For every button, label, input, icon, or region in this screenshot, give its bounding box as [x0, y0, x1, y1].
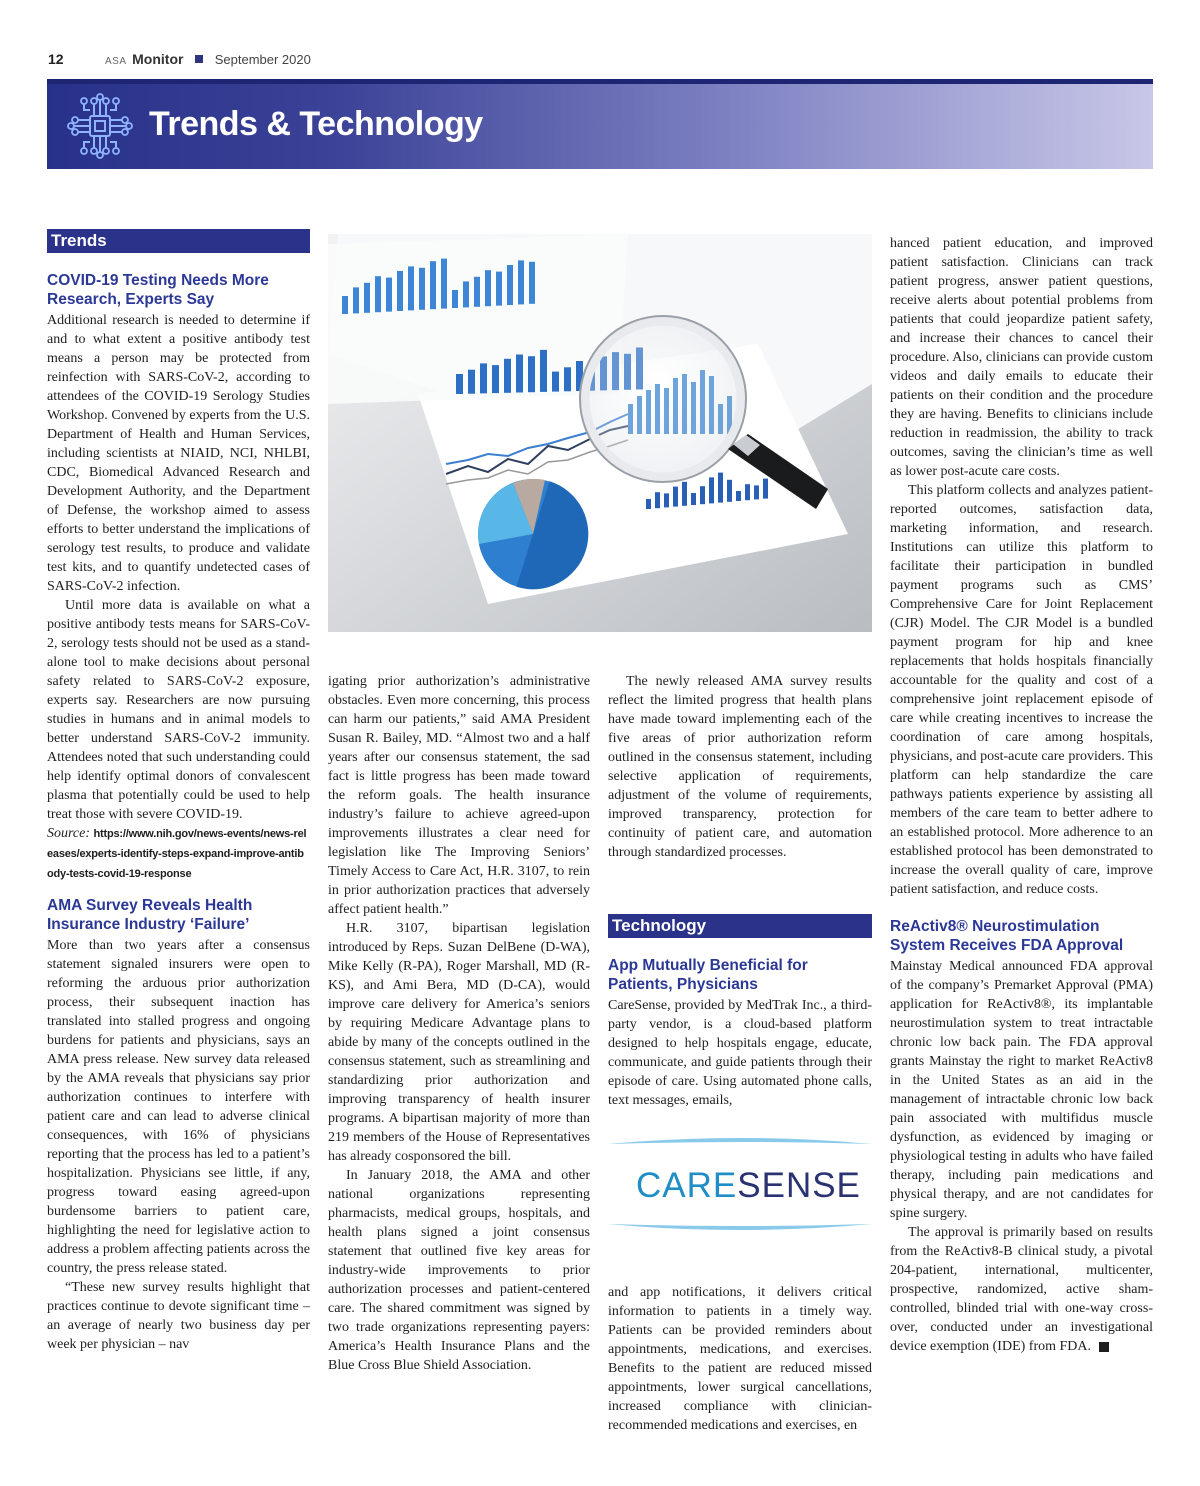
photo-bar [386, 278, 392, 312]
photo-bar [452, 290, 458, 308]
publication-masthead [105, 51, 311, 67]
publication-name: Monitor [132, 51, 184, 67]
reactiv8-paragraph-2 [890, 1223, 1153, 1356]
photo-bar [516, 355, 523, 393]
magnifier-lens [585, 321, 741, 477]
photo-bar [736, 491, 741, 501]
ama-paragraph-2a: “These new survey results highlight that practices continue to devote significant time – an average of nearly two business day per week per physician – nav [47, 1280, 310, 1352]
photo-bar [564, 367, 571, 391]
reactiv8-paragraph-2-text: The approval is primarily based on results from the ReActiv8-B clinical study, a pivotal 204-patient, international, multicenter, prospective, randomized, active sham-controlled, blinded trial with one-way cross-over, conducted under an investigational device exemption (IDE) from FDA. [890, 1225, 1153, 1354]
photo-bar [474, 277, 480, 307]
logo-part-sense: SENSE [737, 1166, 861, 1205]
covid-paragraph-1: Additional research is needed to determine if and to what extent a positive antibody test means a person may be protected from reinfection with SARS-CoV-2, according to attendees of the COVID-19 Serology Studies Workshop. Convened by experts from the U.S. Department of Health and Human Services, including scientists at NIAID, NCI, NHLBI, CDC, Biomedical Advanced Research and Development Authority, and the Department of Defense, the workshop aimed to assess efforts to better understand the implications of serology test results, to produce and validate test kits, and to quantify undetected cases of SARS-CoV-2 infection. [47, 313, 310, 594]
caresense-paragraph-1a: CareSense, provided by MedTrak Inc., a third-party vendor, is a cloud-based platform designed to help hospitals engage, educate, communicate, and guide patients through their episode of care. Using automated phone calls, text messages, emails, [608, 998, 872, 1108]
reactiv8-headline: ReActiv8® Neurostimulation System Receives FDA Approval [890, 918, 1124, 954]
source-label: Source: [47, 826, 91, 841]
caresense-logo [608, 1138, 872, 1230]
photo-bar [456, 374, 463, 394]
photo-bar [700, 486, 705, 504]
photo-bar [492, 365, 499, 393]
caresense-paragraph-1c: hanced patient education, and improved patient satisfaction. Clinicians can track patient progress, answer patient questions, receive alerts about potential problems from patients that could jeopardize patient safety, and increase their chances to cancel their procedure. Also, clinicians can provide custom videos and daily emails to educate their patients on their condition and the procedure they are having. Benefits to clinicians include reduction in readmission, the ability to track outcomes, saving the clinician’s time as well as lower post-acute care costs. [890, 236, 1153, 479]
page-title: Trends & Technology [149, 105, 483, 143]
photo-bar [691, 493, 696, 505]
photo-bar [552, 372, 559, 392]
ama-paragraph-5: The newly released AMA survey results reflect the limited progress that health plans have made toward implementing each of the five areas of prior authorization reform outlined in the consensus statement, including selective application of requirements, adjustment of the volume of requirements, improved transparency, protection for continuity of patient care, and automation through standardized processes. [608, 674, 872, 860]
magnifier-charts-photo [328, 234, 872, 632]
photo-bar [673, 487, 678, 507]
photo-bar [655, 492, 660, 508]
photo-bar [763, 479, 768, 499]
covid-headline: COVID-19 Testing Needs More Research, Experts Say [47, 272, 269, 308]
photo-bar [507, 265, 513, 305]
photo-bar [754, 485, 759, 499]
photo-bar [408, 266, 414, 310]
photo-bar [727, 480, 732, 502]
caresense-paragraph-1b: and app notifications, it delivers critical information to patients in a timely way. Patients can be provided reminders about appointments, medications, and exercises. Benefits to the patient are reduced missed appointments, lower surgical cancellations, increased compliance with clinician-recommended medications and exercises, en [608, 1285, 872, 1433]
ama-headline: AMA Survey Reveals Health Insurance Industry ‘Failure’ [47, 897, 253, 933]
issue-date: September 2020 [214, 52, 311, 67]
ama-paragraph-4: In January 2018, the AMA and other national organizations representing pharmacists, medical groups, hospitals, and health plans signed a joint consensus statement that outlined five key areas for industry-wide improvements to prior authorization processes and patient-centered care. The shared commitment was signed by two trade organizations representing payers: America’s Health Insurance Plans and the Blue Cross Blue Shield Association. [328, 1168, 590, 1373]
ama-paragraph-3: H.R. 3107, bipartisan legislation introduced by Reps. Suzan DelBene (D-WA), Mike Kelly (R-PA), Roger Marshall, MD (R-KS), and Ami Bera, MD (D-CA), would improve care delivery for America’s seniors by requiring Medicare Advantage plans to abide by many of the concepts outlined in the consensus statement, such as streamlining and standardizing prior authorization and improving transparency of health insurer programs. A bipartisan majority of more than 219 members of the House of Representatives has already cosponsored the bill. [328, 921, 590, 1164]
column-3-technology [608, 914, 872, 1110]
trends-section-label: Trends [47, 229, 310, 253]
column-2 [328, 672, 590, 1375]
end-of-article-mark-icon [1099, 1342, 1109, 1352]
circuit-chip-icon [66, 92, 134, 160]
covid-paragraph-2: Until more data is available on what a positive antibody tests means for SARS-CoV-2, serology tests should not be used as a stand-alone tool to make decisions about personal safety related to SARS-CoV-2 exposure, experts say. Researchers are now pursuing studies in humans and in animal models to better understand SARS-CoV-2 immunity. Attendees noted that such understanding could help identify optimal donors of convalescent plasma that potentially could be used to help treat those with severe COVID-19. [47, 598, 310, 822]
ama-paragraph-1: More than two years after a consensus statement signaled insurers were open to reforming the arduous prior authorization process, their subsequent inaction has translated into stalled progress and ongoing burdens for patients and physicians, says an AMA press release. New survey data released by the AMA reveals that physicians say prior authorization continues to interfere with patient care and can lead to adverse clinical consequences, with 16% of physicians reporting that the process has led to a patient’s hospitalization. Physicians see little, if any, progress toward easing agreed-upon burdensome barriers to patient care, highlighting the need for legislative action to address a problem affecting patients across the country, the press release stated. [47, 938, 310, 1276]
photo-bar [364, 283, 370, 313]
publication-prefix: ASA [105, 56, 127, 67]
page-number: 12 [48, 51, 64, 67]
photo-bar [419, 268, 425, 310]
photo-bar [664, 493, 669, 507]
photo-bar [529, 262, 535, 304]
photo-bar [397, 271, 403, 311]
covid-source [47, 824, 310, 884]
source-link[interactable]: https://www.nih.gov/news-events/news-releases/experts-identify-steps-expand-improve-antibody-tests-covid-19-response [47, 828, 307, 880]
column-4 [890, 234, 1153, 1356]
technology-section-label: Technology [608, 914, 872, 938]
photo-bar [430, 261, 436, 309]
photo-illustration [328, 234, 872, 632]
photo-bar [485, 270, 491, 306]
photo-bar [463, 281, 469, 307]
column-3-top [608, 672, 872, 862]
photo-bar [504, 359, 511, 393]
photo-bar [540, 350, 547, 392]
photo-bar [745, 484, 750, 500]
photo-bar [468, 370, 475, 394]
logo-part-care: CARE [636, 1166, 738, 1205]
photo-bar [518, 260, 524, 304]
photo-bar [441, 259, 447, 309]
photo-bar [480, 363, 487, 393]
logo-wordmark [636, 1166, 861, 1206]
photo-bar [709, 477, 714, 503]
photo-bar [718, 473, 723, 503]
ama-paragraph-2b: igating prior authorization’s administrative obstacles. Even more concerning, this process can harm our patients,” said AMA President Susan R. Bailey, MD. “Almost two and a half years after our consensus statement, the sad fact is little progress has been made toward the reform goals. The health insurance industry’s failure to achieve agreed-upon improvements illustrates a clear need for legislation like The Improving Seniors’ Timely Access to Care Act, H.R. 3107, to rein in prior authorization practices that adversely affect patient health.” [328, 674, 590, 917]
caresense-paragraph-2: This platform collects and analyzes patient-reported outcomes, satisfaction data, marketing information, and research. Institutions can utilize this platform to facilitate their participation in bundled payment programs such as CMS’ Comprehensive Care for Joint Replacement (CJR) Model. The CJR Model is a bundled payment program for hip and knee replacements that holds hospitals financially accountable for the quality and cost of a comprehensive joint replacement episode of care while creating incentives to increase the coordination of care among hospitals, physicians, and post-acute care providers. This platform can help standardize the care pathways patients experience by assisting all members of the care team to better adhere to an established protocol. More adherence to an established protocol has been demonstrated to increase the overall quality of care, improve patient satisfaction, and reduce costs. [890, 483, 1153, 897]
column-3-bottom [608, 1283, 872, 1435]
photo-bar [353, 287, 359, 313]
photo-bar [528, 356, 535, 392]
photo-bar [342, 296, 348, 314]
column-1 [47, 229, 310, 1354]
photo-bar [496, 272, 502, 306]
banner-top-rule [47, 79, 1153, 84]
caresense-headline: App Mutually Beneficial for Patients, Physicians [608, 957, 808, 993]
photo-bar [682, 482, 687, 506]
photo-bar [375, 276, 381, 312]
photo-bar [646, 499, 651, 509]
reactiv8-paragraph-1: Mainstay Medical announced FDA approval of the company’s Premarket Approval (PMA) application for ReActiv8®, its implantable neurostimulation system to treat intractable chronic low back pain. The FDA approval grants Mainstay the right to market ReActiv8 in the United States as an aid in the management of intractable chronic low back pain associated with multifidus muscle dysfunction, as evidenced by imaging or physiological testing in adults who have failed therapy, including pain medications and physical therapy, and are not candidates for spine surgery. [890, 959, 1153, 1221]
square-bullet-icon [195, 55, 203, 63]
